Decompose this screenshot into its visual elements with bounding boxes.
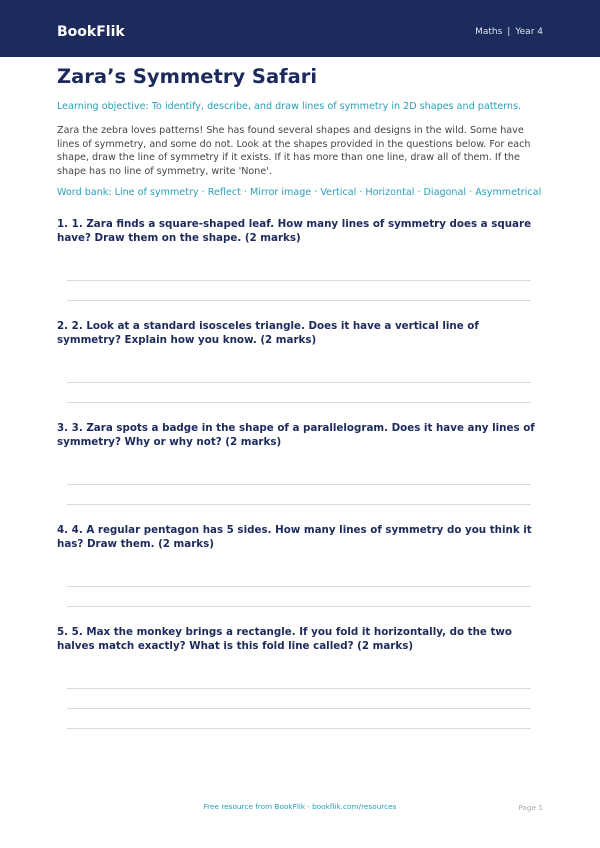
worksheet-title: Zara’s Symmetry Safari — [57, 65, 318, 88]
answer-line[interactable] — [67, 300, 531, 301]
footer-resource-link[interactable]: Free resource from BookFlik · bookflik.com/resources — [203, 802, 397, 811]
answer-line[interactable] — [67, 728, 531, 729]
page-number: Page 1 — [518, 803, 543, 812]
question-5: 5. 5. Max the monkey brings a rectangle. If you fold it horizontally, do the two halves match exactly? What is this fold line called? (2 marks) — [57, 626, 513, 652]
answer-line[interactable] — [67, 606, 531, 607]
brand-logo: BookFlik — [57, 24, 125, 40]
level-label: Year 4 — [515, 27, 543, 37]
subject-level — [475, 25, 543, 39]
subject-label: Maths — [475, 27, 503, 37]
meta-separator: | — [507, 27, 511, 37]
question-3: 3. 3. Zara spots a badge in the shape of a parallelogram. Does it have any lines of symmetry? Why or why not? (2 marks) — [57, 422, 535, 448]
learning-objective: Learning objective: To identify, describe, and draw lines of symmetry in 2D shapes and patterns. — [57, 101, 522, 112]
question-4: 4. 4. A regular pentagon has 5 sides. How many lines of symmetry do you think it has? Draw them. (2 marks) — [57, 524, 532, 550]
answer-line[interactable] — [67, 484, 531, 485]
answer-line[interactable] — [67, 688, 531, 689]
page-header — [0, 0, 600, 57]
answer-line[interactable] — [67, 708, 531, 709]
answer-line[interactable] — [67, 586, 531, 587]
answer-line[interactable] — [67, 402, 531, 403]
question-1: 1. 1. Zara finds a square-shaped leaf. How many lines of symmetry does a square have? Draw them on the shape. (2 marks) — [57, 218, 532, 244]
question-2: 2. 2. Look at a standard isosceles triangle. Does it have a vertical line of symmetry? Explain how you know. (2 marks) — [57, 320, 479, 346]
word-bank: Word bank: Line of symmetry · Reflect · Mirror image · Vertical · Horizontal · Diagonal · Asymmetrical — [57, 187, 542, 198]
answer-line[interactable] — [67, 504, 531, 505]
answer-line[interactable] — [67, 280, 531, 281]
intro-paragraph: Zara the zebra loves patterns! She has found several shapes and designs in the wild. Some have lines of symmetry, and some do not. Look at the shapes provided in the questions below. For each shape, draw the line of symmetry if it exists. If it has more than one line, draw all of them. If the shape has no line of symmetry, write 'None'. — [57, 125, 531, 177]
answer-line[interactable] — [67, 382, 531, 383]
